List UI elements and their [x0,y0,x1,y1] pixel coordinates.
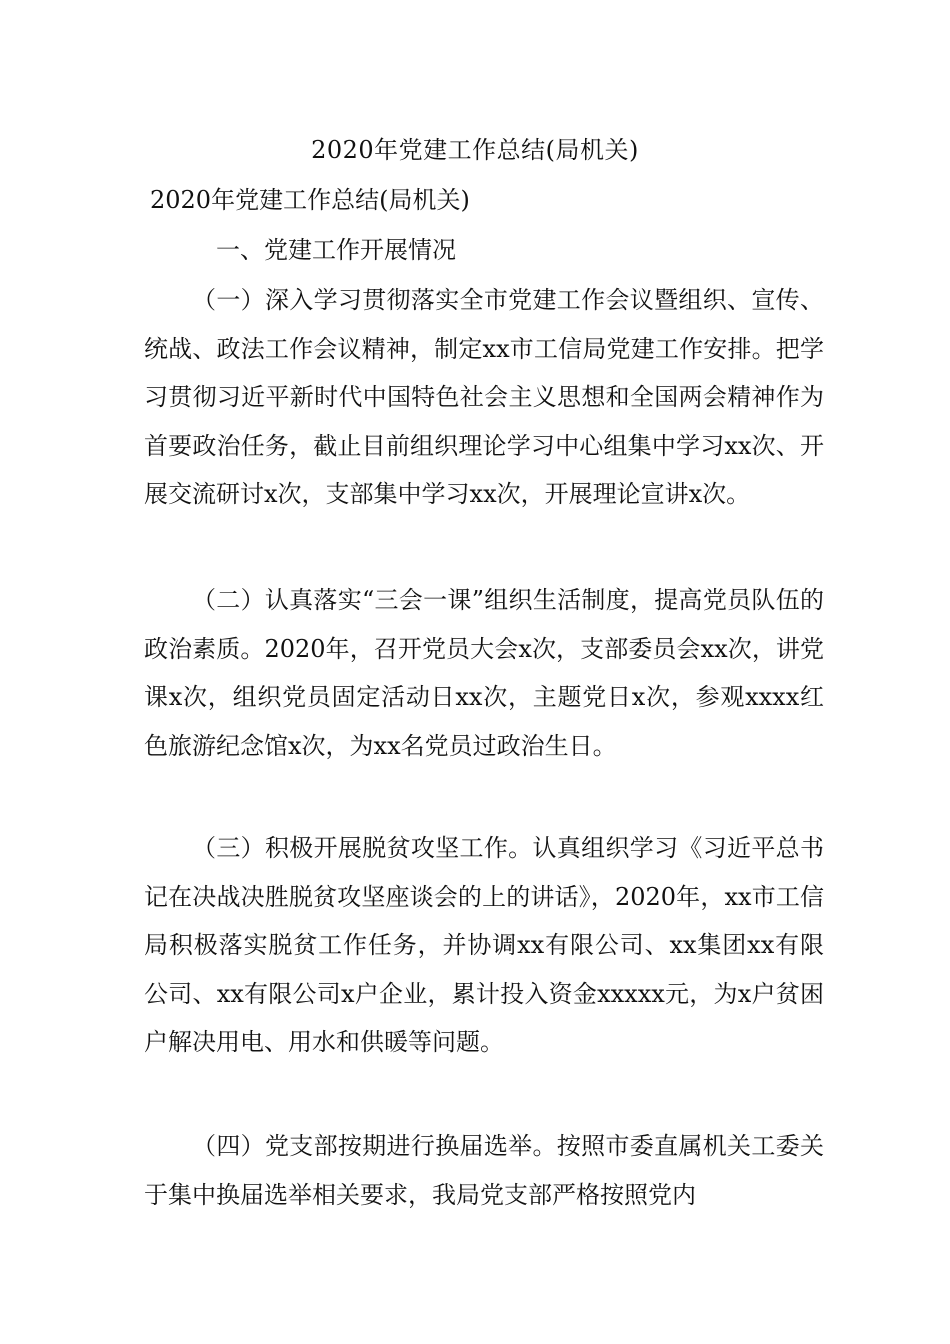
paragraph-1: （一）深入学习贯彻落实全市党建工作会议暨组织、宣传、统战、政法工作会议精神，制定xx市工信局党建工作安排。把学习贯彻习近平新时代中国特色社会主义思想和全国两会精神作为首要政治任务，截止目前组织理论学习中心组集中学习xx次、开展交流研讨x次，支部集中学习xx次，开展理论宣讲x次。 [144,286,824,508]
document-subtitle: 2020年党建工作总结(局机关) [150,186,470,214]
paragraph-3: （三）积极开展脱贫攻坚工作。认真组织学习《习近平总书记在决战决胜脱贫攻坚座谈会的上的讲话》，2020年，xx市工信局积极落实脱贫工作任务，并协调xx有限公司、xx集团xx有限公司、xx有限公司x户企业，累计投入资金xxxxx元，为x户贫困户解决用电、用水和供暖等问题。 [144,834,824,1056]
section-heading: 一、党建工作开展情况 [216,236,456,264]
document-title: 2020年党建工作总结(局机关) [311,136,639,164]
paragraph-4: （四）党支部按期进行换届选举。按照市委直属机关工委关于集中换届选举相关要求，我局党支部严格按照党内 [144,1132,824,1209]
paragraph-2: （二）认真落实“三会一课”组织生活制度，提高党员队伍的政治素质。2020年，召开党员大会x次，支部委员会xx次，讲党课x次，组织党员固定活动日xx次，主题党日x次，参观xxxx红色旅游纪念馆x次，为xx名党员过政治生日。 [144,586,824,760]
